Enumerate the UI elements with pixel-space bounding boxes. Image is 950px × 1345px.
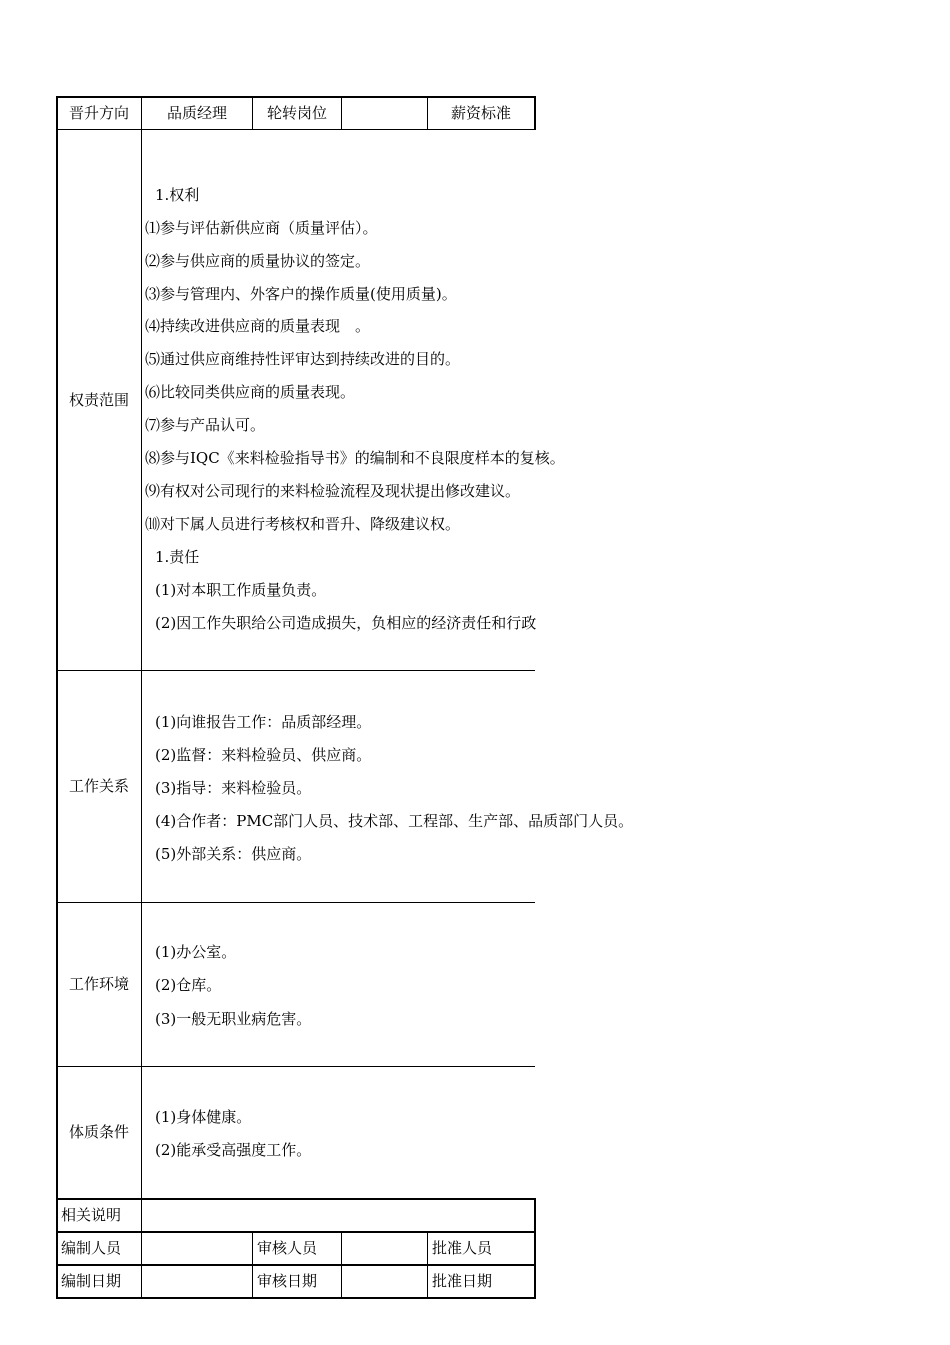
environment-line: (2)仓库。 [155,976,222,994]
authority-line: ⑶参与管理内、外客户的操作质量(使用质量)。 [145,285,457,303]
relations-line: (1)向谁报告工作：品质部经理。 [155,713,372,731]
relations-line: (4)合作者：PMC部门人员、技术部、工程部、生产部、品质部门人员。 [155,812,634,830]
review-date-label: 审核日期 [257,1272,318,1290]
grid-line [534,1198,536,1299]
grid-line [341,1231,342,1298]
salary-label: 薪资标准 [450,103,511,122]
promotion-value: 品质经理 [166,103,227,122]
rotation-label: 轮转岗位 [266,103,327,122]
relations-line: (5)外部关系：供应商。 [155,845,312,863]
approver-label: 批准人员 [432,1239,493,1257]
rotation-value [342,97,427,129]
authority-line: 1.责任 [155,548,200,566]
promotion-label: 晋升方向 [68,103,129,122]
authority-line: ⑼有权对公司现行的来料检验流程及现状提出修改建议。 [145,482,521,500]
environment-label: 工作环境 [68,975,129,993]
physical-line: (2)能承受高强度工作。 [155,1141,312,1159]
authority-line: (1)对本职工作质量负责。 [155,581,327,599]
compile-date-label: 编制日期 [61,1272,122,1290]
authority-line: ⑴参与评估新供应商（质量评估）。 [145,219,378,237]
compiler-label: 编制人员 [61,1239,122,1257]
grid-line [56,1297,535,1299]
authority-line: ⑽对下属人员进行考核权和晋升、降级建议权。 [145,515,461,533]
authority-line: 1.权利 [155,186,200,204]
authority-line: ⑷持续改进供应商的质量表现 。 [145,317,371,335]
authority-line: ⑸通过供应商维持性评审达到持续改进的目的。 [145,350,461,368]
relations-label: 工作关系 [68,777,129,795]
relations-line: (2)监督：来料检验员、供应商。 [155,746,372,764]
physical-line: (1)身体健康。 [155,1108,252,1126]
approve-date-label: 批准日期 [432,1272,493,1290]
authority-line: ⑵参与供应商的质量协议的签定。 [145,252,371,270]
physical-label: 体质条件 [68,1123,129,1141]
authority-line: ⑹比较同类供应商的质量表现。 [145,383,356,401]
authority-line: (2)因工作失职给公司造成损失，负相应的经济责任和行政 [155,614,537,632]
authority-line: ⑺参与产品认可。 [145,416,266,434]
relations-line: (3)指导：来料检验员。 [155,779,312,797]
reviewer-label: 审核人员 [257,1239,318,1257]
grid-line [534,96,536,130]
authority-label: 权责范围 [68,390,129,409]
notes-label: 相关说明 [61,1206,122,1224]
environment-line: (1)办公室。 [155,943,237,961]
grid-line [141,96,142,1299]
authority-line: ⑻参与IQC《来料检验指导书》的编制和不良限度样本的复核。 [145,449,565,467]
environment-line: (3)一般无职业病危害。 [155,1010,312,1028]
